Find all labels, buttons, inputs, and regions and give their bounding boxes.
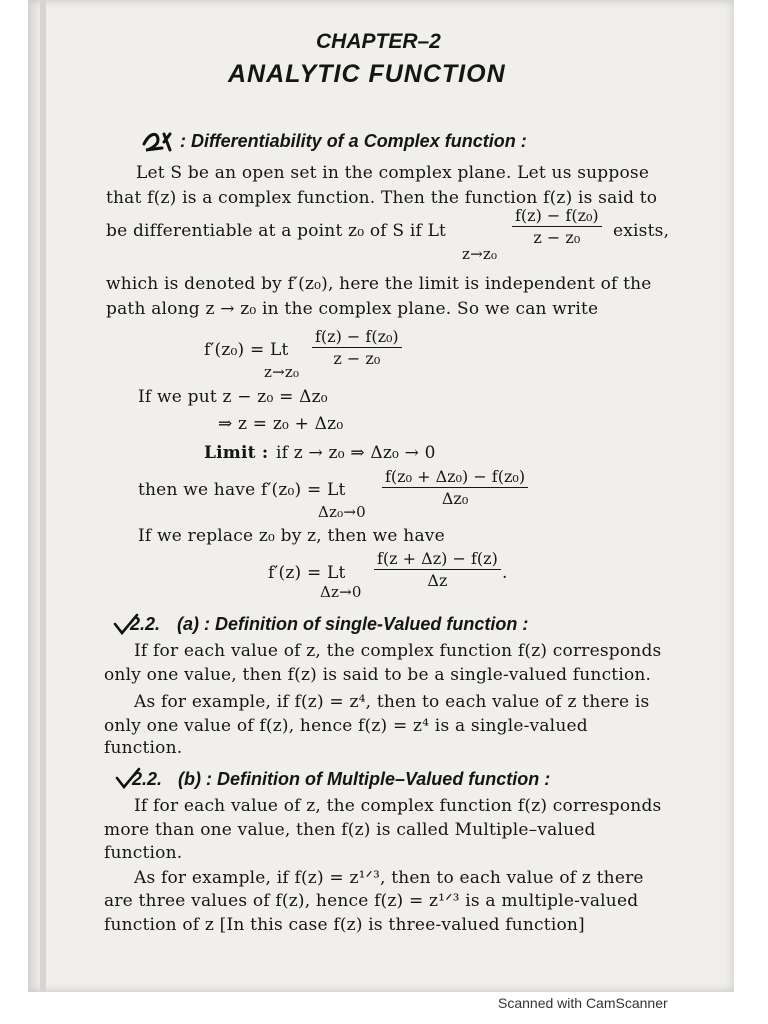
chapter-title: ANALYTIC FUNCTION: [228, 60, 506, 88]
inline-text: exists,: [613, 221, 670, 241]
paragraph-line: be differentiable at a point z₀ of S if Lt: [106, 221, 447, 241]
fraction: [382, 467, 528, 508]
paragraph-line: which is denoted by f′(z₀), here the limit is independent of the: [106, 274, 652, 294]
paragraph-line: more than one value, then f(z) is called Multiple–valued: [104, 820, 596, 840]
page-edge-shadow: [40, 0, 46, 992]
fraction-denominator: Δz: [427, 571, 448, 590]
scanner-watermark: Scanned with CamScanner: [498, 995, 668, 1011]
paragraph-line: only one value of f(z), hence f(z) = z⁴ is a single-valued: [104, 716, 588, 736]
section-number: 2.2.: [130, 614, 161, 634]
handwritten-scribble-mark: [140, 128, 184, 154]
paragraph-line: As for example, if f(z) = z¹ᐟ³, then to each value of z there: [134, 868, 644, 888]
chapter-number: CHAPTER–2: [316, 30, 441, 53]
paragraph-line: path along z → z₀ in the complex plane. So we can write: [106, 299, 599, 319]
paragraph-line: If for each value of z, the complex function f(z) corresponds: [134, 796, 662, 816]
fraction: [312, 327, 402, 368]
section-heading: (b) : Definition of Multiple–Valued function :: [178, 769, 551, 789]
fraction: [512, 206, 602, 247]
fraction-denominator: z − z₀: [533, 228, 581, 247]
limit-subscript: Δz₀→0: [318, 503, 366, 521]
paragraph-line: only one value, then f(z) is said to be a single-valued function.: [104, 665, 652, 685]
limit-label: Limit :: [204, 443, 269, 463]
equation-lhs: f′(z) = Lt: [268, 563, 346, 583]
paragraph-line: If for each value of z, the complex function f(z) corresponds: [134, 641, 662, 661]
fraction: [374, 549, 501, 590]
paragraph-line: Let S be an open set in the complex plane. Let us suppose: [136, 163, 650, 183]
equation-line: If we put z − z₀ = Δz₀: [138, 387, 328, 407]
limit-subscript: Δz→0: [320, 583, 362, 601]
equation-lhs: then we have f′(z₀) = Lt: [138, 480, 346, 500]
equation-line: ⇒ z = z₀ + Δz₀: [218, 414, 344, 434]
fraction-numerator: f(z) − f(z₀): [512, 206, 602, 227]
paragraph-line: that f(z) is a complex function. Then the function f(z) is said to: [106, 188, 658, 208]
limit-subscript: z→z₀: [264, 363, 300, 381]
equation-lhs: f′(z₀) = Lt: [204, 340, 289, 360]
fraction-numerator: f(z) − f(z₀): [312, 327, 402, 348]
inline-text: .: [502, 563, 508, 583]
fraction-denominator: Δz₀: [441, 489, 469, 508]
fraction-numerator: f(z₀ + Δz₀) − f(z₀): [382, 467, 528, 488]
equation-line: If we replace z₀ by z, then we have: [138, 526, 445, 546]
paragraph-line: function.: [104, 843, 183, 863]
paragraph-line: As for example, if f(z) = z⁴, then to each value of z there is: [134, 692, 650, 712]
limit-subscript: z→z₀: [462, 245, 498, 263]
section-heading: : Differentiability of a Complex function :: [180, 131, 527, 151]
section-number: 2.2.: [132, 769, 163, 789]
section-heading: (a) : Definition of single-Valued function :: [177, 614, 529, 634]
fraction-numerator: f(z + Δz) − f(z): [374, 549, 501, 570]
paragraph-line: function.: [104, 738, 183, 758]
equation-line: if z → z₀ ⇒ Δz₀ → 0: [276, 443, 436, 463]
fraction-denominator: z − z₀: [333, 349, 381, 368]
paragraph-line: are three values of f(z), hence f(z) = z¹ᐟ³ is a multiple-valued: [104, 891, 639, 911]
paragraph-line: function of z [In this case f(z) is three-valued function]: [104, 915, 585, 935]
